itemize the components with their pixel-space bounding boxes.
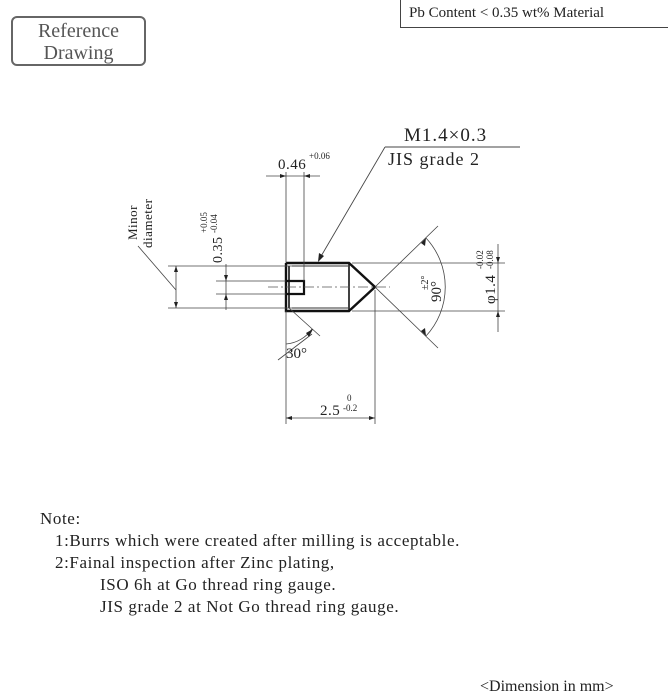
minor-diameter-label-line1: Minor [125,205,140,240]
length-arrow-left [286,416,292,420]
length-tol-upper: 0 [347,393,352,403]
thread-grade-label: JIS grade 2 [388,149,480,169]
slot-depth-value: 0.35 [211,236,226,263]
material-note: Pb Content < 0.35 wt% Material [400,0,668,28]
point-angle-value: 90° [429,281,445,302]
note-item-2b: JIS grade 2 at Not Go thread ring gauge. [100,597,400,616]
length-tol-lower: -0.2 [343,403,358,413]
major-dia-arrow-bottom [496,311,500,317]
slot-width-arrow-left [304,174,310,178]
major-dia-arrow-top [496,257,500,263]
major-diameter-tol-upper: -0.02 [475,250,485,269]
slot-width-arrow-right [280,174,286,178]
length-value: 2.5 [320,403,341,419]
slot-depth-arrow-top [224,275,228,281]
length-arrow-right [369,416,375,420]
slot-depth-tol-lower: -0.04 [209,214,219,233]
notes-title: Note: [40,509,81,528]
notes-section [40,508,460,618]
slot-depth-tol-upper: +0.05 [199,212,209,233]
note-item-2: 2:Fainal inspection after Zinc plating, [55,553,335,572]
reference-stamp-line2: Drawing [43,42,114,64]
minor-diameter-label-line2: diameter [140,198,155,248]
minor-dia-arrow-top [174,266,178,272]
chamfer-angle-value: 30° [286,346,307,362]
point-angle-tolerance: ±2° [420,275,431,290]
note-item-1: 1:Burrs which were created after milling is acceptable. [55,531,460,550]
minor-dia-arrow-bottom [174,302,178,308]
slot-width-value: 0.46 [278,157,307,173]
chamfer-arrow [306,329,313,337]
note-item-2a: ISO 6h at Go thread ring gauge. [100,575,337,594]
reference-stamp-line1: Reference [37,20,120,42]
slot-width-dimension [266,172,320,281]
thread-spec-label: M1.4×0.3 [404,125,488,146]
slot-depth-arrow-bottom [224,294,228,300]
major-diameter-value: φ1.4 [483,274,499,304]
thread-leader-arrowhead [318,253,324,262]
major-diameter-tol-lower: -0.08 [485,250,495,269]
slot-width-tolerance: +0.06 [309,151,330,161]
dimension-unit-note: <Dimension in mm> [480,678,614,695]
